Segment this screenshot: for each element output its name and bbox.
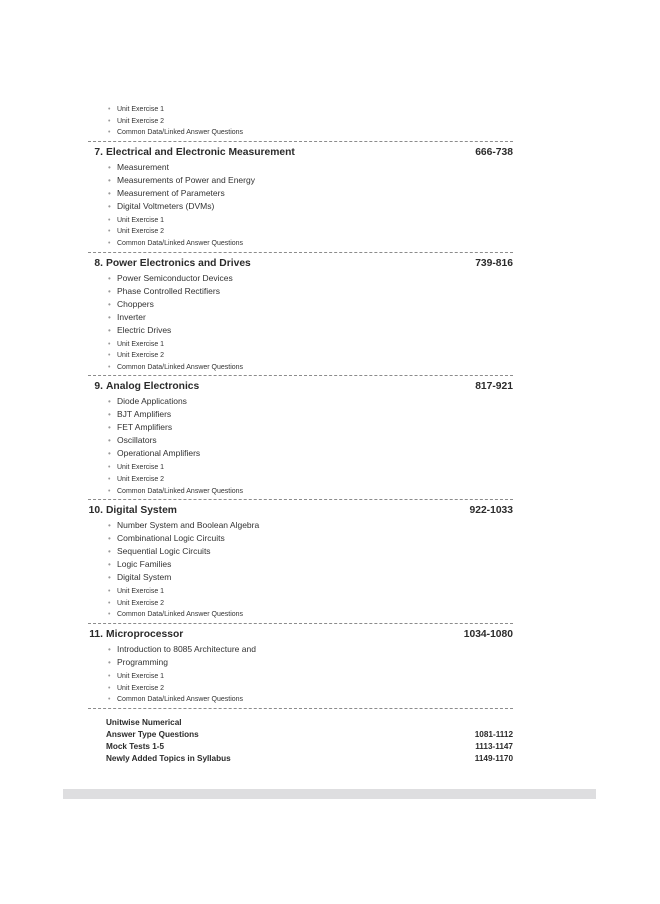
extra-label: Mock Tests 1-5 <box>106 741 165 751</box>
bullet-icon: • <box>108 410 111 420</box>
bullet-icon: • <box>108 521 111 531</box>
bullet-icon: • <box>108 684 111 692</box>
list-item: • Oscillators <box>108 435 157 446</box>
bullet-icon: • <box>108 340 111 348</box>
topic-list <box>88 395 513 460</box>
chapter-11 <box>88 627 513 709</box>
bullet-icon: • <box>108 325 111 335</box>
list-item: • Unit Exercise 1 <box>88 462 513 474</box>
extra-label: Newly Added Topics in Syllabus <box>106 753 231 763</box>
bullet-icon: • <box>108 299 111 309</box>
chapter-title: Microprocessor <box>106 628 184 640</box>
chapter-9 <box>88 379 513 500</box>
topic-list <box>88 272 513 337</box>
chapter-title: Analog Electronics <box>106 381 200 393</box>
chapter-pages: 817-921 <box>475 381 513 393</box>
bullet-icon: • <box>108 672 111 680</box>
list-item: • Choppers <box>108 298 154 309</box>
bullet-icon: • <box>108 286 111 296</box>
bullet-icon: • <box>108 696 111 704</box>
extra-row <box>106 753 513 765</box>
topic-list <box>88 519 513 584</box>
list-item: • Introduction to 8085 Architecture and <box>108 643 256 654</box>
list-item: • FET Amplifiers <box>108 422 173 433</box>
chapter-10 <box>88 503 513 624</box>
list-item: • Unit Exercise 1 <box>88 339 513 351</box>
list-item: • Common Data/Linked Answer Questions <box>88 127 513 139</box>
list-item: • Unit Exercise 2 <box>88 116 513 128</box>
exercise-list <box>88 215 513 250</box>
chapter-title: Power Electronics and Drives <box>106 257 251 269</box>
chapter-title: Digital System <box>106 505 177 517</box>
dashed-divider <box>88 499 513 500</box>
bullet-icon: • <box>108 201 111 211</box>
list-item: • Common Data/Linked Answer Questions <box>88 238 513 250</box>
bullet-icon: • <box>108 312 111 322</box>
bullet-icon: • <box>108 228 111 236</box>
bullet-icon: • <box>108 547 111 557</box>
chapter-7 <box>88 145 513 253</box>
chapter-pages: 739-816 <box>475 257 513 269</box>
bullet-icon: • <box>108 534 111 544</box>
bullet-icon: • <box>108 573 111 583</box>
chapter-number: 8. <box>94 257 103 269</box>
list-item: • Digital Voltmeters (DVMs) <box>108 200 215 211</box>
bullet-icon: • <box>108 644 111 654</box>
list-item: • Measurements of Power and Energy <box>108 174 255 185</box>
list-item: • Number System and Boolean Algebra <box>108 520 260 531</box>
dashed-divider <box>88 141 513 142</box>
dashed-divider <box>88 708 513 709</box>
chapter-number: 11. <box>89 628 103 640</box>
bullet-icon: • <box>108 397 111 407</box>
bullet-icon: • <box>108 475 111 483</box>
list-item: • Unit Exercise 1 <box>88 671 513 683</box>
bullet-icon: • <box>108 599 111 607</box>
bullet-icon: • <box>108 129 111 137</box>
bullet-icon: • <box>108 449 111 459</box>
list-item: • Measurement <box>108 161 169 172</box>
bullet-icon: • <box>108 560 111 570</box>
list-item: • Programming <box>108 656 169 667</box>
list-item: • Combinational Logic Circuits <box>108 533 225 544</box>
topic-list <box>88 643 513 669</box>
bullet-icon: • <box>108 117 111 125</box>
list-item: • Logic Families <box>108 559 172 570</box>
list-item: • Inverter <box>108 311 146 322</box>
chapter-number: 10. <box>88 505 103 517</box>
bullet-icon: • <box>108 216 111 224</box>
topic-list <box>88 161 513 213</box>
list-item: • BJT Amplifiers <box>108 409 172 420</box>
chapter-pages: 666-738 <box>475 146 513 158</box>
bullet-icon: • <box>108 657 111 667</box>
bullet-icon: • <box>108 175 111 185</box>
list-item: • Phase Controlled Rectifiers <box>108 285 220 296</box>
top-exercise-list <box>88 104 513 139</box>
bullet-icon: • <box>108 363 111 371</box>
list-item: • Unit Exercise 2 <box>88 226 513 238</box>
list-item: • Sequential Logic Circuits <box>108 546 211 557</box>
bullet-icon: • <box>108 487 111 495</box>
bullet-icon: • <box>108 436 111 446</box>
bullet-icon: • <box>108 423 111 433</box>
extra-pages: 1113-1147 <box>475 741 513 751</box>
exercise-list <box>88 671 513 706</box>
bullet-icon: • <box>108 239 111 247</box>
list-item: • Measurement of Parameters <box>108 187 225 198</box>
list-item: • Operational Amplifiers <box>108 448 201 459</box>
extra-row <box>106 729 513 741</box>
list-item: • Common Data/Linked Answer Questions <box>88 486 513 498</box>
list-item: • Unit Exercise 1 <box>88 104 513 116</box>
bullet-icon: • <box>108 188 111 198</box>
extra-label: Answer Type Questions <box>106 729 199 739</box>
chapter-number: 7. <box>94 146 103 158</box>
exercise-list <box>88 462 513 497</box>
chapter-heading <box>88 379 513 395</box>
dashed-divider <box>88 623 513 624</box>
chapter-heading <box>88 627 513 643</box>
chapter-8 <box>88 256 513 377</box>
bullet-icon: • <box>108 611 111 619</box>
chapter-pages: 922-1033 <box>469 505 513 517</box>
list-item: • Common Data/Linked Answer Questions <box>88 609 513 621</box>
list-item: • Digital System <box>108 572 172 583</box>
dashed-divider <box>88 252 513 253</box>
bullet-icon: • <box>108 352 111 360</box>
table-of-contents <box>88 104 513 765</box>
bullet-icon: • <box>108 106 111 113</box>
list-item: • Unit Exercise 1 <box>88 586 513 598</box>
bullet-icon: • <box>108 464 111 472</box>
list-item: • Common Data/Linked Answer Questions <box>88 694 513 706</box>
chapter-heading <box>88 503 513 519</box>
list-item: • Unit Exercise 1 <box>88 215 513 227</box>
chapter-number: 9. <box>94 381 103 393</box>
list-item: • Common Data/Linked Answer Questions <box>88 362 513 374</box>
list-item: • Power Semiconductor Devices <box>108 272 233 283</box>
extra-sections <box>88 717 513 765</box>
bullet-icon: • <box>108 162 111 172</box>
footer-bar <box>63 789 596 799</box>
exercise-list <box>88 339 513 374</box>
chapter-heading <box>88 256 513 272</box>
list-item: • Unit Exercise 2 <box>88 474 513 486</box>
extra-label: Unitwise Numerical <box>106 717 182 727</box>
list-item: • Unit Exercise 2 <box>88 350 513 362</box>
list-item: • Electric Drives <box>108 324 172 335</box>
extra-pages: 1081-1112 <box>474 729 513 739</box>
bullet-icon: • <box>108 588 111 596</box>
bullet-icon: • <box>108 273 111 283</box>
dashed-divider <box>88 375 513 376</box>
chapter-pages: 1034-1080 <box>463 628 513 640</box>
list-item: • Diode Applications <box>108 396 187 407</box>
extra-row <box>106 717 513 729</box>
extra-pages: 1149-1170 <box>474 753 513 763</box>
exercise-list <box>88 586 513 621</box>
chapter-heading <box>88 145 513 161</box>
chapter-title: Electrical and Electronic Measurement <box>106 146 295 158</box>
list-item: • Unit Exercise 2 <box>88 683 513 695</box>
extra-row <box>106 741 513 753</box>
list-item: • Unit Exercise 2 <box>88 598 513 610</box>
